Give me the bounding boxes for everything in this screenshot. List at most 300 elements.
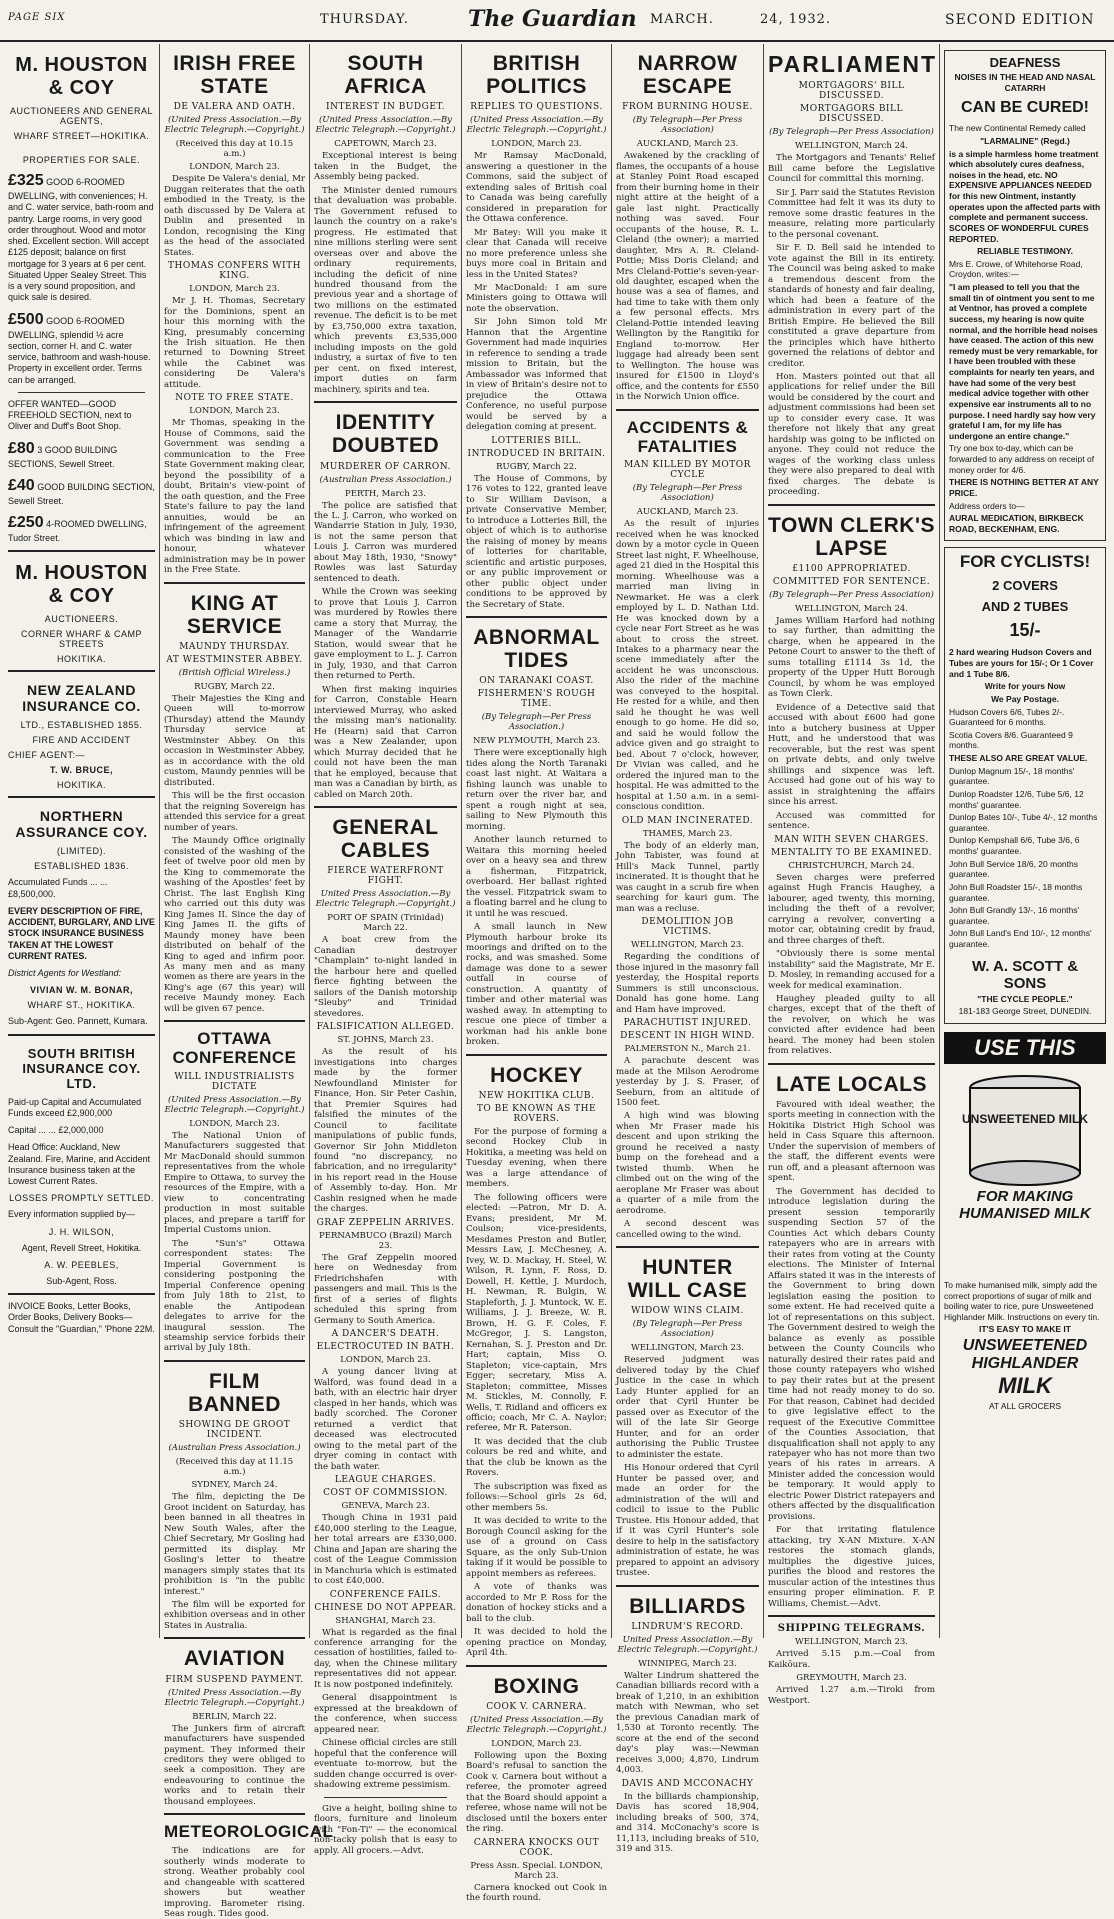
dateline: LONDON, March 23. xyxy=(189,406,280,417)
divider xyxy=(8,1293,155,1295)
ad-line: LOSSES PROMPTLY SETTLED. xyxy=(9,1193,154,1204)
article-text: Another launch returned to Waitara this morning heeled over on a heavy sea and threw a fisherman, Fitzpatrick, overboard. Her ballast righted the vessel. Fitzpatrick swam to a floating barrel and he clung to it until he was rescued. xyxy=(466,835,607,919)
ad-title: DEAFNESS xyxy=(989,55,1061,70)
article-text: A boat crew from the Canadian destroyer "Champlain" to-night landed in the harbour here and quelled fierce fighting between the sailors of the Danish motorship "Sleuby" and Trinidad stevedores. xyxy=(314,935,457,1019)
article-text: As the result of injuries received when he was knocked down by a motor cycle in Queen Street last night, F. Wheelhouse, aged 21 died in the Hospital this morning. Wheelhouse was a married man living in Newmarket. He was a clerk employed by L. D. Nathan Ltd. He was knocked down by a cycle near Fort Street as he was about to cross the street. Intakes to a pharmacy near the scene immediately after the accident he was unconscious. Also the rider of the machine was conveyed to the hospital. He rested for a while, and then said he thought he was well enough to go home. He did so, and said he would follow the advice given and go straight to bed. About 7 o'clock, however, Dr Vivian was called, and he ordered the injured man to the hospital. He was admitted to the hospital at 1.50 a.m. in a semi-conscious condition. xyxy=(616,519,759,813)
houston-ad-line: CORNER WHARF & CAMP STREETS xyxy=(20,629,142,650)
ad-title: FOR CYCLISTS! xyxy=(959,552,1091,572)
article-text: Mr Batey: Will you make it clear that Canada will receive no more preference unless she buys more coal in Britain and less in the United States? xyxy=(466,227,607,280)
subheading: OLD MAN INCINERATED. xyxy=(621,815,754,826)
divider xyxy=(466,1665,607,1667)
ad-text: Mrs E. Crowe, of Whitehorse Road, Croydon, writes:— xyxy=(949,258,1083,280)
divider xyxy=(8,796,155,798)
properties-heading: PROPERTIES FOR SALE. xyxy=(22,155,141,165)
article-text: It was decided to hold the opening practice on Monday, April 4th. xyxy=(466,1627,607,1659)
property-listing: £80 3 GOOD BUILDING SECTIONS, Sewell Street. xyxy=(8,439,118,469)
ad-title: 2 COVERS xyxy=(992,578,1058,594)
subheading: INTEREST IN BUDGET. xyxy=(326,102,445,113)
ad-text: Hudson Covers 6/6, Tubes 2/-. Guaranteed for 6 months. xyxy=(949,706,1065,728)
ad-line: WHARF ST., HOKITIKA. xyxy=(27,1000,136,1011)
dateline: GREYMOUTH, March 23. xyxy=(796,1673,907,1684)
article-text: The body of an elderly man, John Tabister, was found at Hill's Mack Tunnel, partly incinerated. It is thought that he was caught in a scrub fire when searching for kauri gum. The man was a recluse. xyxy=(616,840,759,914)
page-number: PAGE SIX xyxy=(8,12,66,23)
divider xyxy=(8,670,155,672)
ad-text: John Bull Roadster 15/-, 18 months guarantee. xyxy=(949,881,1083,903)
ad-line: LTD., ESTABLISHED 1855. xyxy=(20,720,143,731)
ad-text: Capital ... ... £2,000,000 xyxy=(8,1125,104,1135)
article-text: A small launch in New Plymouth harbour broke its moorings and drifted on to the rocks, and was smashed. Some damage was done to a sewer outfall in course of construction. A quantity of timber and other material was washed away. In attempting to rescue one piece of timber a workman had his ankle bone broken. xyxy=(466,922,607,1048)
article-text: Mr Thomas, speaking in the House of Commons, said the Government was sending a communication to the Free State Government making clear, beyond the possibility of a doubt, Britain's view-point of the oath question, and the Free State's failure to pay the land annuities, would be an infringement of the agreement which was binding in law and honour, whatever administration may be in power in the Free State. xyxy=(164,418,305,576)
headline: HOCKEY xyxy=(490,1063,583,1087)
northern-assurance-title: NORTHERN ASSURANCE COY. xyxy=(15,808,148,841)
credit-line: (United Press Association.—By Electric Telegraph.—Copyright.) xyxy=(466,1714,607,1735)
ad-text: is a simple harmless home treatment which absolutely cures deafness, noises in the head, etc. NO EXPENSIVE APPLIANCES NEEDED for this new Ointment, instantly operates upon the affected parts with complete and permanent success. SCORES OF WONDERFUL CURES REPORTED. xyxy=(949,148,1101,244)
article-text: It was decided to write to the Borough Council asking for the use of a ground on Cass Square, as the only Sub-Union taking if it would be possible to appoint members as referees. xyxy=(466,1516,607,1579)
article-text: Awakened by the crackling of flames, the occupants of a house at Stanley Point Road escaped from their burning home in their night attire at the height of a gale last night. Practically nothing was saved. Four occupants of the house, R. L. Cleland (the owner); a married daughter, Mrs A. R. Cleland-Pottie; Miss Doris Cleland; and Mrs Cleland-Pottie's seven-year-old daughter, escaped when the house was a sea of flames, and had time to take with them only a few personal effects. Mrs Cleland-Pottie intended leaving Wellington by the Rangitiki for England to-morrow. Her luggage had already been sent to Wellington. The house was insured for £1500 in Lloyd's office, and the contents for £550 in the Norwich Union office. xyxy=(616,151,759,403)
property-listing: OFFER WANTED—GOOD FREEHOLD SECTION, next to Oliver and Duff's Boot Shop. xyxy=(8,398,132,432)
subheading: INTRODUCED IN BRITAIN. xyxy=(467,448,606,459)
article-text: Accused was committed for sentence. xyxy=(768,810,935,832)
ad-text: EVERY DESCRIPTION OF FIRE, ACCIDENT, BURGLARY, AND LIVE STOCK INSURANCE BUSINESS TAKEN AT THE LOWEST CURRENT RATES. xyxy=(8,905,155,961)
dateline: LONDON, March 23. xyxy=(491,1738,582,1749)
article-text: A vote of thanks was accorded to Mr P. Ross for the donation of hockey sticks and a ball to the club. xyxy=(466,1582,607,1624)
credit-line: (United Press Association.—By Electric Telegraph.—Copyright.) xyxy=(466,115,607,136)
divider xyxy=(164,1360,305,1362)
article-text: A young dancer living at Walford, was found dead in a bath, with an electric hair dryer clasped in her hands, which was badly scorched. The Coroner returned a verdict that deceased was electrocuted owing to the metal part of the dryer coming in contact with the bath water. xyxy=(314,1367,457,1472)
ad-text: Sub-Agent: Geo. Pannett, Kumara. xyxy=(8,1016,148,1027)
column-1 xyxy=(4,44,160,1638)
article-text: This will be the first occasion that the reigning Sovereign has attended this service for a great number of years. xyxy=(164,791,305,833)
article-text: For the purpose of forming a second Hockey Club in Hokitika, a meeting was held on Tuesday evening, when there was a large attendance of members. xyxy=(466,1126,607,1190)
ad-title: CAN BE CURED! xyxy=(961,99,1089,117)
article-text: Arrived 5.15 p.m.—Coal from Kaikōura. xyxy=(768,1649,935,1670)
ad-text: Dunlop Bates 10/-, Tube 4/-, 12 months guarantee. xyxy=(949,812,1098,833)
page-columns xyxy=(4,44,1110,1919)
dateline: WELLINGTON, March 23. xyxy=(630,1343,745,1354)
dateline: WINNIPEG, March 23. xyxy=(638,1658,737,1669)
ad-text: "I am pleased to tell you that the small tin of ointment you sent to me at Ventnor, has proved a complete success, my hearing is now quite normal, and the horrible head noises have ceased. The action of this new remedy must be very remarkable, for I have been troubled with these complaints for nearly ten years, and have had some of the very best medical advice together with other expensive ear instruments all to no purpose. I need hardly say how very grateful I am, for my life has undergone an entire change." xyxy=(949,282,1098,441)
divider xyxy=(768,504,935,506)
article-text: The Mortgagors and Tenants' Relief Bill came before the Legislative Council for committal this morning. xyxy=(768,153,935,185)
subheading: COST OF COMMISSION. xyxy=(323,1488,448,1499)
houston-ad-title: M. HOUSTON & COY xyxy=(15,562,148,608)
headline: IRISH FREE STATE xyxy=(173,52,296,99)
subheading: WILL INDUSTRIALISTS DICTATE xyxy=(174,1071,295,1092)
dateline: WELLINGTON, March 23. xyxy=(794,1637,909,1648)
article-text: The National Union of Manufacturers suggested that Mr MacDonald should summon representatives from the whole Empire to Ottawa, to survey the resources of the Empire, with a view to concentrating production in most suitable places, and prepare a tariff for Imperial Customs union. xyxy=(164,1130,305,1236)
article-text: Seven charges were preferred against Hugh Francis Haughey, a labourer, aged twenty, this morning, including the theft of a revolver, carrying a revolver, converting a motor car, obtaining credit by fraud, and three charges of theft. xyxy=(768,872,935,946)
ad-text: THESE ALSO ARE GREAT VALUE. xyxy=(949,753,1088,763)
ad-title: AND 2 TUBES xyxy=(981,599,1069,615)
article-text: The Government has decided to introduce legislation during the present session temporarily suspending Section 57 of the Counties Act which debars County ratepayers who are in arrears with their rates from voting at the County elections. The Minister of Internal Affairs stated it was in the interests of the Government to bring down legislation easing the position to some extent. He had received quite a lot of representations on this subject. The Government desired to weigh the balance as evenly as possible between the County Councils who naturally desired their rates paid and those county ratepayers who wished to pay their rates but at the present time had not ready money to do so. For that reason, Cabinet had decided to give legislative effect to the request of the Executive Committee of the Counties Association, that disqualification shall not apply to any ratepayer who has not more than two years of his rates in arrears. A Minister added the concession would be temporary. It would apply to electric Power District ratepayers and others affected by the disqualification provisions. xyxy=(768,1186,935,1522)
headline: PARLIAMENT xyxy=(768,51,938,77)
article-text: Regarding the conditions of those injured in the masonry fall yesterday, the Hospital reports Summers is still unconscious. Donald has gone home. Lang and Ham have improved. xyxy=(616,952,759,1015)
ad-line: HOKITIKA. xyxy=(56,780,106,791)
dateline: WELLINGTON, March 24. xyxy=(794,603,909,614)
masthead-day: THURSDAY. xyxy=(320,12,409,27)
subheading: MAUNDY THURSDAY. xyxy=(179,641,290,652)
subheading: CARNERA KNOCKS OUT COOK. xyxy=(473,1837,600,1858)
subheading: WIDOW WINS CLAIM. xyxy=(631,1306,744,1317)
article-text: His Honour ordered that Cyril Hunter be passed over, and made an order for the administration of the will and codicil to issue to the Public Trustee. His Honour added, that if it was Cyril Hunter's sole desire to help in the satisfactory administration of estate, he was prepared to appoint an advisory trustee. xyxy=(616,1463,759,1579)
dateline: Press Assn. Special. LONDON, March 23. xyxy=(470,1860,603,1881)
ad-text: To make humanised milk, simply add the correct proportions of sugar of milk and boiling water to rice, pure Unsweetened Highlander Milk. Instructions on every tin. xyxy=(944,1279,1100,1322)
subheading: TO BE KNOWN AS THE ROVERS. xyxy=(476,1103,597,1124)
subheading: FALSIFICATION ALLEGED. xyxy=(316,1022,455,1033)
ad-text: Address orders to— xyxy=(949,500,1025,511)
headline: SOUTH AFRICA xyxy=(344,52,427,99)
article-text: As the result of his investigations into charges made by the former Newfoundland Minister for Finance, Hon. Sir Peter Cashin, that Premier Squires had falsified the minutes of the Council to facilitate manipulations of public funds, Governor Sir John Middleton found "no discrepancy, no fabrication, and no irregularity" in his report read in the House of Assembly to-day. Hon. Mr Cashin resigned when he made the charges. xyxy=(314,1047,457,1215)
subheading: LOTTERIES BILL. xyxy=(491,435,582,446)
article-text: James William Harford had nothing to say further, than admitting the charge, when he appeared in the Petone Court to answer to the theft of sums totalling £1114 3s 1d, the property of the Upper Hutt Borough Council, by whom he was employed as Town Clerk. xyxy=(768,615,935,700)
masthead-month: MARCH. xyxy=(650,12,714,27)
headline: NARROW ESCAPE xyxy=(637,52,738,99)
divider xyxy=(768,1063,935,1065)
column-3 xyxy=(310,44,462,1856)
article-text: Exceptional interest is being taken in the Budget, the Assembly being packed. xyxy=(314,151,457,183)
subheading: DEMOLITION JOB VICTIMS. xyxy=(641,917,734,938)
article-text: The Maundy Office originally consisted of the washing of the feet of twelve poor old men by the King to commemorate the washing of the Apostles' feet by Christ. The last English King who carried out this duty was King James II. Since the day of King James II. the gifts of Maundy money have been distributed on behalf of the King to aged and infirm poor. As many men and as many women as there are years in the King's age (67 this year) will receive Maundy money. Each will be given 67 pence. xyxy=(164,836,305,1014)
subheading: LINDRUM'S RECORD. xyxy=(631,1621,744,1632)
dateline: LONDON, March 23. xyxy=(491,139,582,150)
dateline: PORT OF SPAIN (Trinidad) March 22. xyxy=(327,913,444,934)
subheading: FIRM SUSPEND PAYMENT. xyxy=(165,1674,304,1685)
article-text: While the Crown was seeking to prove that Louis J. Carron was murdered by Rowles there came a story that Murray, the Manager of the Wandarrie Station, would swear that he gave employment to L. J. Carron in July, 1930, and that Carron then returned to Perth. xyxy=(314,587,457,682)
dateline: SYDNEY, March 24. xyxy=(191,1480,278,1491)
ad-line: VIVIAN W. M. BONAR, xyxy=(29,985,133,996)
divider xyxy=(164,582,305,584)
houston-ad-line: WHARF STREET—HOKITIKA. xyxy=(13,131,150,141)
headline: LATE LOCALS xyxy=(776,1072,927,1096)
article-text: Favoured with ideal weather, the sports meeting in connection with the Hokitika District High School was held in Cass Square this afternoon. Under the supervision of members of the staff, the different events were run off, and a pleasant afternoon was spent. xyxy=(768,1100,935,1184)
article-text: Chinese official circles are still hopeful that the conference will eventuate to-morrow, but the sudden change occurred is over-shadowing extreme pessimism. xyxy=(314,1738,457,1791)
dateline: PERNAMBUCO (Brazil) March 23. xyxy=(319,1230,452,1251)
subheading: NEW HOKITIKA CLUB. xyxy=(478,1090,595,1101)
divider xyxy=(8,1034,155,1036)
ad-text: Head Office: Auckland, New Zealand. Fire, Marine, and Accident Insurance business taken at the Lowest Current Rates. xyxy=(8,1142,151,1186)
credit-line: (By Telegraph—Per Press Association) xyxy=(632,115,743,136)
credit-line: (Australian Press Association.) xyxy=(168,1443,301,1454)
ad-text: Scotia Covers 8/6. Guaranteed 9 months. xyxy=(949,729,1073,751)
article-text: A parachute descent was made at the Milson Aerodrome yesterday by J. S. Fraser, of Seeburn, from an altitude of 1500 feet. xyxy=(616,1056,759,1108)
headline: AVIATION xyxy=(183,1647,286,1671)
article-text: Sir J. Parr said the Statutes Revision Committee had felt it was its duty to remove some drastic features in the measure, relating more particularly to the personal covenant. xyxy=(768,187,935,240)
dateline: RUGBY, March 22. xyxy=(496,461,577,472)
ad-text: Write for yours Now xyxy=(984,681,1066,692)
subheading: AT WESTMINSTER ABBEY. xyxy=(166,654,303,665)
article-text: Mr J. H. Thomas, Secretary for the Dominions, spent an hour this morning with the King, presumably concerning the Irish situation. He then returned to Downing Street while the Cabinet was considering De Valera's attitude. xyxy=(164,296,305,390)
dateline: LONDON, March 23. xyxy=(189,284,280,295)
property-listing: £250 4-ROOMED DWELLING, Tudor Street. xyxy=(8,514,147,543)
headline: HUNTER WILL CASE xyxy=(627,1256,748,1303)
ad-text: AURAL MEDICATION, BIRKBECK ROAD, BECKENHAM, ENG. xyxy=(949,513,1084,534)
article-text: Despite De Valera's denial, Mr Duggan reiterates that the oath embodied in the Treaty, is the oath discussed by De Valera at Dublin and presented in London, recognising the King as the head of the associated States. xyxy=(164,174,305,258)
ad-text: Dunlop Magnum 15/-, 18 months' guarantee. xyxy=(949,765,1075,787)
houston-ad-line: AUCTIONEERS AND GENERAL AGENTS, xyxy=(9,106,154,126)
article-text: Evidence of a Detective said that accused with about £600 had gone into a butchery business at Upper Hutt, and he understood that was recoverable, but the rest was spent on private debts, and only twelve shillings and sixpence was left. Accused had gone out of his way to assist in straightening the affairs since his arrest. xyxy=(768,702,935,808)
ad-line: A. W. PEEBLES, xyxy=(44,1259,119,1270)
article-text: The film will be exported for exhibition overseas and in other States in Australia. xyxy=(164,1599,305,1631)
divider xyxy=(616,409,759,411)
subheading: COMMITTED FOR SENTENCE. xyxy=(772,576,931,587)
subheading: MORTGAGORS' BILL DISCUSSED. xyxy=(798,81,905,102)
ad-price: 15/- xyxy=(1009,620,1041,641)
headline: METEOROLOGICAL xyxy=(164,1822,334,1842)
column-7 xyxy=(940,44,1110,1638)
divider xyxy=(314,806,457,808)
ad-title: MILK xyxy=(998,1373,1052,1398)
masthead-edition: SECOND EDITION xyxy=(945,12,1095,28)
nz-insurance-title: NEW ZEALAND INSURANCE CO. xyxy=(22,682,141,715)
article-text: The Minister denied rumours that devaluation was probable. The Government refused to launch the country on a rake's progress. He estimated that nine millions sterling were sent overseas over and above the ordinary requirements, including the deficit of nine hundred thousand from the previous year and a shortage of two millions on the estimated revenue. The deficit is to be met by £3,750,000 extra taxation, which prevents £3,535,000 including imposts on the gold industry, a surtax of five to ten per cent. on fixed interest, import duties on farm machinery, spirits and tea. xyxy=(314,185,457,395)
ad-text: John Bull Land's End 10/-, 12 months' guarantee. xyxy=(949,928,1092,949)
dateline: CAPETOWN, March 23. xyxy=(334,139,437,150)
ad-text: The new Continental Remedy called xyxy=(949,123,1086,134)
ad-text: Agent, Revell Street, Hokitika. xyxy=(21,1242,142,1253)
article-text: Hon. Masters pointed out that all applications for relief under the Bill would be considered by the court and adjustment commissions had been set up to consider every case. It was therefore not likely that any great hardship was going to be inflicted on anyone. They could not reduce the wages of the working class unless they were also prepared to deal with fixed charges. The debate is proceeding. xyxy=(768,371,935,498)
article-text: The following officers were elected: —Patron, Mr D. A. Evans; president, Mr M. Coulson; vice-presidents, Mesdames Preston and Butler, Messrs Law, J. McChesney, A. Ivey, W. D. Mackay, H. Steel, W. Wilson, R. Lynn, F. Ross, D. Dowell, H. Kettle, J. Murdoch, H. Newman, R. Bulgin, W. Stapleforth, J. J. Muntock, W. E. Williams, J. J. Breeze, W. R. Brown, H. G. F. Coles, F. McGregor, J. S. Langston, Kernahan, S. J. Preston and Dr. Hart; captain, Miss O. Stapleton; vice-captain, Mrs Egger; secretary, Miss A. Stapleton; committee, Misses M. Stickles, M. Connolly, F. Wells, T. Ridland and officers ex officio; coach, Mr C. A. Naylor; referee, Mr R. Paterson. xyxy=(466,1192,607,1434)
subheading: £1100 APPROPRIATED. xyxy=(792,563,911,574)
ad-text: Sub-Agent, Ross. xyxy=(46,1275,117,1286)
deafness-ad xyxy=(944,50,1106,541)
credit-line: (By Telegraph—Per Press Association) xyxy=(769,589,934,600)
ad-text: NOISES IN THE HEAD AND NASAL CATARRH xyxy=(954,72,1096,93)
subheading: NOTE TO FREE STATE. xyxy=(175,393,294,404)
dateline: (Received this day at 10.15 a.m.) xyxy=(175,139,294,160)
invoice-ad: INVOICE Books, Letter Books, Order Books, Delivery Books—Consult the "Guardian," 'Phone 22M. xyxy=(8,1301,155,1334)
property-listing: £500 GOOD 6-ROOMED DWELLING, splendid ½ acre section, corner H. and C. water service, bathroom and wash-house. Property in excellent order. Terms can be arranged. xyxy=(8,310,151,385)
subheading: DAVIS AND MCCONACHY xyxy=(621,1778,754,1789)
headline: BILLIARDS xyxy=(629,1594,746,1618)
ad-text: IT'S EASY TO MAKE IT xyxy=(979,1324,1071,1335)
article-text: "Obviously there is some mental instability" said the Magistrate, Mr E. D. Mosley, in remanding accused for a week for medical examination. xyxy=(768,949,935,991)
ad-line: T. W. BRUCE, xyxy=(49,765,113,776)
ad-text: Accumulated Funds ... ... £8,500,000. xyxy=(8,877,108,899)
ad-text: AT ALL GROCERS xyxy=(988,1401,1062,1411)
article-text: Arrived 1.27 a.m.—Tiroki from Westport. xyxy=(768,1685,935,1706)
credit-line: (By Telegraph—Per Press Association) xyxy=(632,483,743,504)
ad-text: Dunlop Kempshall 6/6, Tube 3/6, 6 months' guarantee. xyxy=(949,835,1080,856)
article-text: The film, depicting the De Groot incident on Saturday, has been banned in all theatres in New South Wales, after the Chief Secretary, Mr Gosling had permitted its display. Mr Gosling's letter to theatre managers simply states that its prohibition is "in the public interest." xyxy=(164,1492,305,1597)
dateline: ST. JOHNS, March 23. xyxy=(337,1035,434,1046)
houston-ad-title: M. HOUSTON & COY xyxy=(15,54,148,99)
subheading: CHINESE DO NOT APPEAR. xyxy=(314,1602,457,1613)
article-text: Following upon the Boxing Board's refusal to sanction the Cook v. Carnera bout without a referee, the promoter agreed that the Board should appoint a referee, whose name will not be disclosed until the boxers enter the ring. xyxy=(466,1750,607,1835)
divider xyxy=(18,392,145,393)
subheading: A DANCER'S DEATH. xyxy=(331,1329,440,1340)
divider xyxy=(164,1637,305,1639)
article-text: The indications are for southerly winds moderate to strong. Weather probably cool and changeable with scattered showers but weather improving. Barometer rising. Seas rough. Tides good. xyxy=(164,1846,305,1919)
milk-ad xyxy=(944,1032,1106,1272)
advert-text: Give a height, boiling shine to floors, furniture and linoleum with "Fon-Ti" — the economical non-tacky polish that is easy to apply. All grocers.—Advt. xyxy=(314,1803,457,1856)
subheading: MORTGAGORS BILL DISCUSSED. xyxy=(800,104,903,125)
headline: KING AT SERVICE xyxy=(186,591,283,638)
masthead-title: The Guardian xyxy=(468,6,637,32)
ad-title: USE THIS xyxy=(944,1032,1106,1064)
divider xyxy=(466,1054,607,1056)
dateline: RUGBY, March 22. xyxy=(194,681,275,692)
dateline: CHRISTCHURCH, March 24. xyxy=(788,860,915,871)
article-text: The House of Commons, by 176 votes to 122, granted leave to Sir William Davison, a private Conservative Member, to introduce a Lotteries Bill, the object of which is to authorise the raising of money by means of lotteries for charitable, scientific and artistic purposes, or any public improvement or other public object under conditions to be approved by the Secretary of State. xyxy=(466,473,607,610)
ad-text: Paid-up Capital and Accumulated Funds exceed £2,900,000 xyxy=(8,1096,142,1118)
credit-line: (United Press Association.—By Electric Telegraph.—Copyright.) xyxy=(164,115,305,136)
headline: GENERAL CABLES xyxy=(332,816,439,863)
dateline: NEW PLYMOUTH, March 23. xyxy=(472,736,601,747)
headline: IDENTITY DOUBTED xyxy=(331,411,440,458)
article-text: The Junkers firm of aircraft manufacturers have suspended payment. They informed their creditors they were obliged to seek a composition. They are endeavouring to continue the works and to retain their thousand employees. xyxy=(164,1723,305,1807)
column-4 xyxy=(462,44,612,1904)
article-text: The police are satisfied that the L. J. Carron, who worked on Wandarrie Station in July, 1930, is not the same person that Louis J. Carron was murdered about May 18th, 1930, "Snowy" Rowles was last Saturday sentenced to death. xyxy=(314,500,457,584)
property-listing: £325 GOOD 6-ROOMED DWELLING, with conveniences; H. and C. water service, bath-room and pantry. Large rooms, in very good order throughout. Wood and motor shed. Excellent section. Will accept £125 deposit; balance on first mortgage for 3 years at 6 per cent. Situated Upper Sealey Street. This is a very sound proposition, and quick sale is desired. xyxy=(8,172,154,303)
dateline: LONDON, March 23. xyxy=(189,162,280,173)
dateline: (Received this day at 11.15 a.m.) xyxy=(175,1457,294,1478)
ad-title: HIGHLANDER xyxy=(971,1355,1079,1372)
article-text: Sir F. D. Bell said he intended to vote against the Bill in its entirety. The Council was being asked to make a tremendous descent from the standards of honesty and fair dealing, which had been a feature of the administration in every part of the British Empire. He believed the Bill constituted a grave departure from the principles which have hitherto governed the relations of debtor and creditor. xyxy=(768,243,935,369)
ad-line: (LIMITED). xyxy=(57,846,106,857)
headline: ACCIDENTS & FATALITIES xyxy=(626,417,749,456)
ad-text: "THE CYCLE PEOPLE." xyxy=(977,993,1073,1004)
article-text: Mr MacDonald: I am sure Ministers going to Ottawa will note the observation. xyxy=(466,283,607,314)
ad-title: UNSWEETENED xyxy=(962,1337,1088,1354)
ad-text: District Agents for Westland: xyxy=(8,968,122,978)
dateline: GENEVA, March 23. xyxy=(341,1501,430,1512)
dateline: LONDON, March 23. xyxy=(189,1118,280,1129)
article-text: Mr Ramsay MacDonald, answering a questioner in the Commons, said the subject of extending sales of British coal to Canada was being carefully considered in preparation for the Ottawa conference. xyxy=(466,151,607,225)
divider xyxy=(8,550,155,552)
ad-text: We Pay Postage. xyxy=(991,693,1059,704)
article-text: It was decided that the club colours be red and white, and that the club be known as the Rovers. xyxy=(466,1436,607,1479)
headline: BOXING xyxy=(493,1674,580,1698)
ad-text: RELIABLE TESTIMONY. xyxy=(977,246,1073,257)
credit-line: (By Telegraph—Per Press Association.) xyxy=(481,712,592,733)
subheading: GRAF ZEPPELIN ARRIVES. xyxy=(316,1217,455,1228)
subheading: FISHERMEN'S ROUGH TIME. xyxy=(477,689,596,710)
subheading: ELECTROCUTED IN BATH. xyxy=(316,1342,455,1353)
article-text: There were exceptionally high tides along the North Taranaki coast last night. At Waitara a fishing launch was unable to return over the river bar, and spent a rough night at sea, sailing to New Plymouth this morning. xyxy=(466,748,607,832)
divider xyxy=(324,1797,447,1798)
masthead xyxy=(0,0,1114,42)
credit-line: (United Press Association.—By Electric Telegraph.—Copyright.) xyxy=(164,1094,305,1115)
south-british-title: SOUTH BRITISH INSURANCE COY. LTD. xyxy=(22,1045,141,1091)
divider xyxy=(164,1020,305,1022)
article-text: Reserved judgment was delivered today by the Chief Justice in the case in which Lady Hunter applied for an order that Cyril Hunter be passed over as Executor of the will of the late Sir George Hunter, and for an order authorising the Public Trustee to administer the estate. xyxy=(616,1355,759,1460)
headline: FILM BANNED xyxy=(188,1369,281,1417)
headline: TOWN CLERK'S LAPSE xyxy=(768,513,935,560)
column-2 xyxy=(160,44,334,1919)
houston-ad-line: AUCTIONEERS. xyxy=(44,614,119,625)
credit-line: (By Telegraph—Per Press Association) xyxy=(769,127,934,138)
credit-line: (Australian Press Association.) xyxy=(319,474,452,485)
credit-line: (United Press Association.—By Electric Telegraph.—Copyright.) xyxy=(315,115,456,136)
masthead-date: 24, 1932. xyxy=(760,12,832,27)
divider xyxy=(466,616,607,618)
credit-line: United Press Association.—By Electric Telegraph.—Copyright.) xyxy=(617,1634,758,1655)
cycle-ad xyxy=(944,547,1106,1024)
subheading: FIERCE WATERFRONT FIGHT. xyxy=(327,866,444,887)
dateline: LONDON, March 23. xyxy=(340,1355,431,1366)
subheading: COOK V. CARNERA. xyxy=(486,1701,587,1712)
column-6 xyxy=(764,44,940,1706)
article-text: What is regarded as the final conference arranging for the cessation of hostilities, failed to-day, when the Chinese military representatives did not appear. It is now postponed indefinitely. xyxy=(314,1627,457,1690)
subheading: DESCENT IN HIGH WIND. xyxy=(620,1031,755,1042)
dateline: AUCKLAND, March 23. xyxy=(636,507,739,518)
ad-line: ESTABLISHED 1836. xyxy=(34,861,129,872)
headline: ABNORMAL TIDES xyxy=(473,626,600,673)
subheading: CONFERENCE FAILS. xyxy=(329,1589,442,1600)
article-text: Their Majesties the King and Queen will to-morrow (Thursday) attend the Maundy Thursday service at Westminster Abbey. On this occasion in Westminster Abbey, as in accordance with the old custom, Maundy pennies will be distributed. xyxy=(164,693,305,788)
subheading: REPLIES TO QUESTIONS. xyxy=(470,102,603,113)
ad-title: FOR MAKING HUMANISED MILK xyxy=(959,1187,1091,1222)
article-text: A high wind was blowing when Mr Fraser made his descent and upon striking the ground he received a nasty bump on the forehead and a twisted thumb. When he climbed out on the wing of the aeroplane Mr Fraser was about a quarter of a mile from the aerodrome. xyxy=(616,1111,759,1216)
credit-line: (United Press Association.—By Electric Telegraph.—Copyright.) xyxy=(164,1687,305,1708)
houston-ad-line: HOKITIKA. xyxy=(56,654,106,665)
ad-title: W. A. SCOTT & SONS xyxy=(971,957,1079,992)
subheading: MAN WITH SEVEN CHARGES. xyxy=(774,834,929,845)
article-text: Though China in 1931 paid £40,000 sterling to the League, her total arrears are £330,000. China and Japan are sharing the cost of the League Commission in Manchuria which is estimated to cost £40,000. xyxy=(314,1513,457,1587)
article-text: In the billiards championship, Davis has scored 18,904, including breaks of 500, 374, and 314. McConachy's score is 11,113, including breaks of 510, 319 and 315. xyxy=(616,1791,759,1854)
article-text: Carnera knocked out Cook in the fourth round. xyxy=(466,1882,607,1904)
credit-line: (British Official Wireless.) xyxy=(178,667,291,678)
divider xyxy=(616,1246,759,1248)
dateline: BERLIN, March 22. xyxy=(192,1711,277,1722)
property-listing: £40 GOOD BUILDING SECTION, Sewell Street. xyxy=(8,476,155,506)
subheading: SHIPPING TELEGRAMS. xyxy=(777,1623,926,1635)
subheading: THOMAS CONFERS WITH KING. xyxy=(168,261,301,282)
subheading: MENTALITY TO BE EXAMINED. xyxy=(771,847,932,858)
article-text: A second descent was cancelled owing to the wind. xyxy=(616,1219,759,1240)
ad-line: J. H. WILSON, xyxy=(48,1226,115,1237)
milk-can-illustration xyxy=(945,1068,1105,1188)
subheading: ON TARANAKI COAST. xyxy=(479,676,594,687)
credit-line: United Press Association.—By Electric Telegraph.—Copyright.) xyxy=(315,889,456,910)
subheading: MURDERER OF CARRON. xyxy=(320,461,451,472)
article-text: The "Sun's" Ottawa correspondent states: The Imperial Government is considering postponing the Imperial Conference opening from July 18th to 21st, to enable the Antipodean delegates to arrive for the inaugural session. The steamship service forbids their arrival by July 18th. xyxy=(164,1238,305,1354)
column-5 xyxy=(612,44,764,1854)
ad-text: Dunlop Roadster 12/6, Tube 5/6, 12 months' guarantee. xyxy=(949,788,1084,810)
article-text: Sir John Simon told Mr Hannon that the Argentine Government had made inquiries in reference to sending a trade mission to Britain, but the Ambassador was informed that in view of Britain's desire not to prejudice the Ottawa Conference, no useful purpose would be served by a delegation coming at present. xyxy=(466,317,607,433)
article-text: When first making inquiries for Carron, Constable Hearn interviewed Murray, who asked the missing man's nationality. He (Hearn) said that Carron was a New Zealander, upon which Murray decided that he could not have been the man that he employed, because that man was a Canadian by birth, as cabled on March 20th. xyxy=(314,684,457,800)
ad-text: 2 hard wearing Hudson Covers and Tubes are yours for 15/-; Or 1 Cover and 1 Tube 8/6. xyxy=(949,647,1094,679)
subheading: FROM BURNING HOUSE. xyxy=(622,102,753,113)
article-text: Walter Lindrum shattered the Canadian billiards record with a break of 1,210, in an exhibition match with Newman, who set the previous Canadian mark of 1,530 at Toronto recently. The score at the end of the second day's play was:—Newman receives 3,000; 4,870, Lindrum 4,003. xyxy=(616,1670,759,1776)
ad-text: UNSWEETENED MILK xyxy=(962,1111,1088,1126)
article-text: The subscription was fixed as follows:—School girls 2s 6d, other members 5s. xyxy=(466,1481,607,1513)
article-text: Haughey pleaded guilty to all charges, except that of the theft of the revolver, on which he was convicted after evidence had been heard. The money had been stolen from relatives. xyxy=(768,994,935,1057)
divider xyxy=(164,1813,305,1815)
ad-text: Every information supplied by— xyxy=(8,1209,136,1220)
ad-line: CHIEF AGENT:— xyxy=(8,750,86,761)
dateline: AUCKLAND, March 23. xyxy=(636,139,739,150)
ad-line: FIRE AND ACCIDENT xyxy=(32,735,131,746)
subheading: MAN KILLED BY MOTOR CYCLE xyxy=(624,460,751,481)
article-text: General disappointment is expressed at the breakdown of the conference, when success appeared near. xyxy=(314,1693,457,1735)
ad-text: 181-183 George Street, DUNEDIN. xyxy=(958,1006,1092,1017)
ad-text: "LARMALINE" (Regd.) xyxy=(980,135,1070,146)
ad-text: Try one box to-day, which can be forwarded to any address on receipt of money order for 4/6. xyxy=(949,443,1095,475)
ad-text: John Bull Grandly 13/-, 16 months' guarantee. xyxy=(949,905,1080,926)
subheading: DE VALERA AND OATH. xyxy=(173,102,296,113)
dateline: SHANGHAI, March 23. xyxy=(335,1615,436,1626)
dateline: PALMERSTON N., March 21. xyxy=(624,1044,751,1055)
divider xyxy=(616,1585,759,1587)
advert-text: For that irritating flatulence attacking, try X-AN Mixture. X-AN restores the stomach glands, multiplies the digestive juices, purifies the blood and restores the muscular action of the intestines thus ensuring proper elimination. F. P. Williams, Chemist.—Advt. xyxy=(768,1525,935,1609)
divider xyxy=(314,401,457,403)
credit-line: (By Telegraph—Per Press Association) xyxy=(632,1319,743,1340)
subheading: PARACHUTIST INJURED. xyxy=(623,1018,752,1029)
dateline: PERTH, March 23. xyxy=(345,488,426,499)
ad-text: THERE IS NOTHING BETTER AT ANY PRICE. xyxy=(949,477,1099,498)
headline: BRITISH POLITICS xyxy=(486,52,587,99)
